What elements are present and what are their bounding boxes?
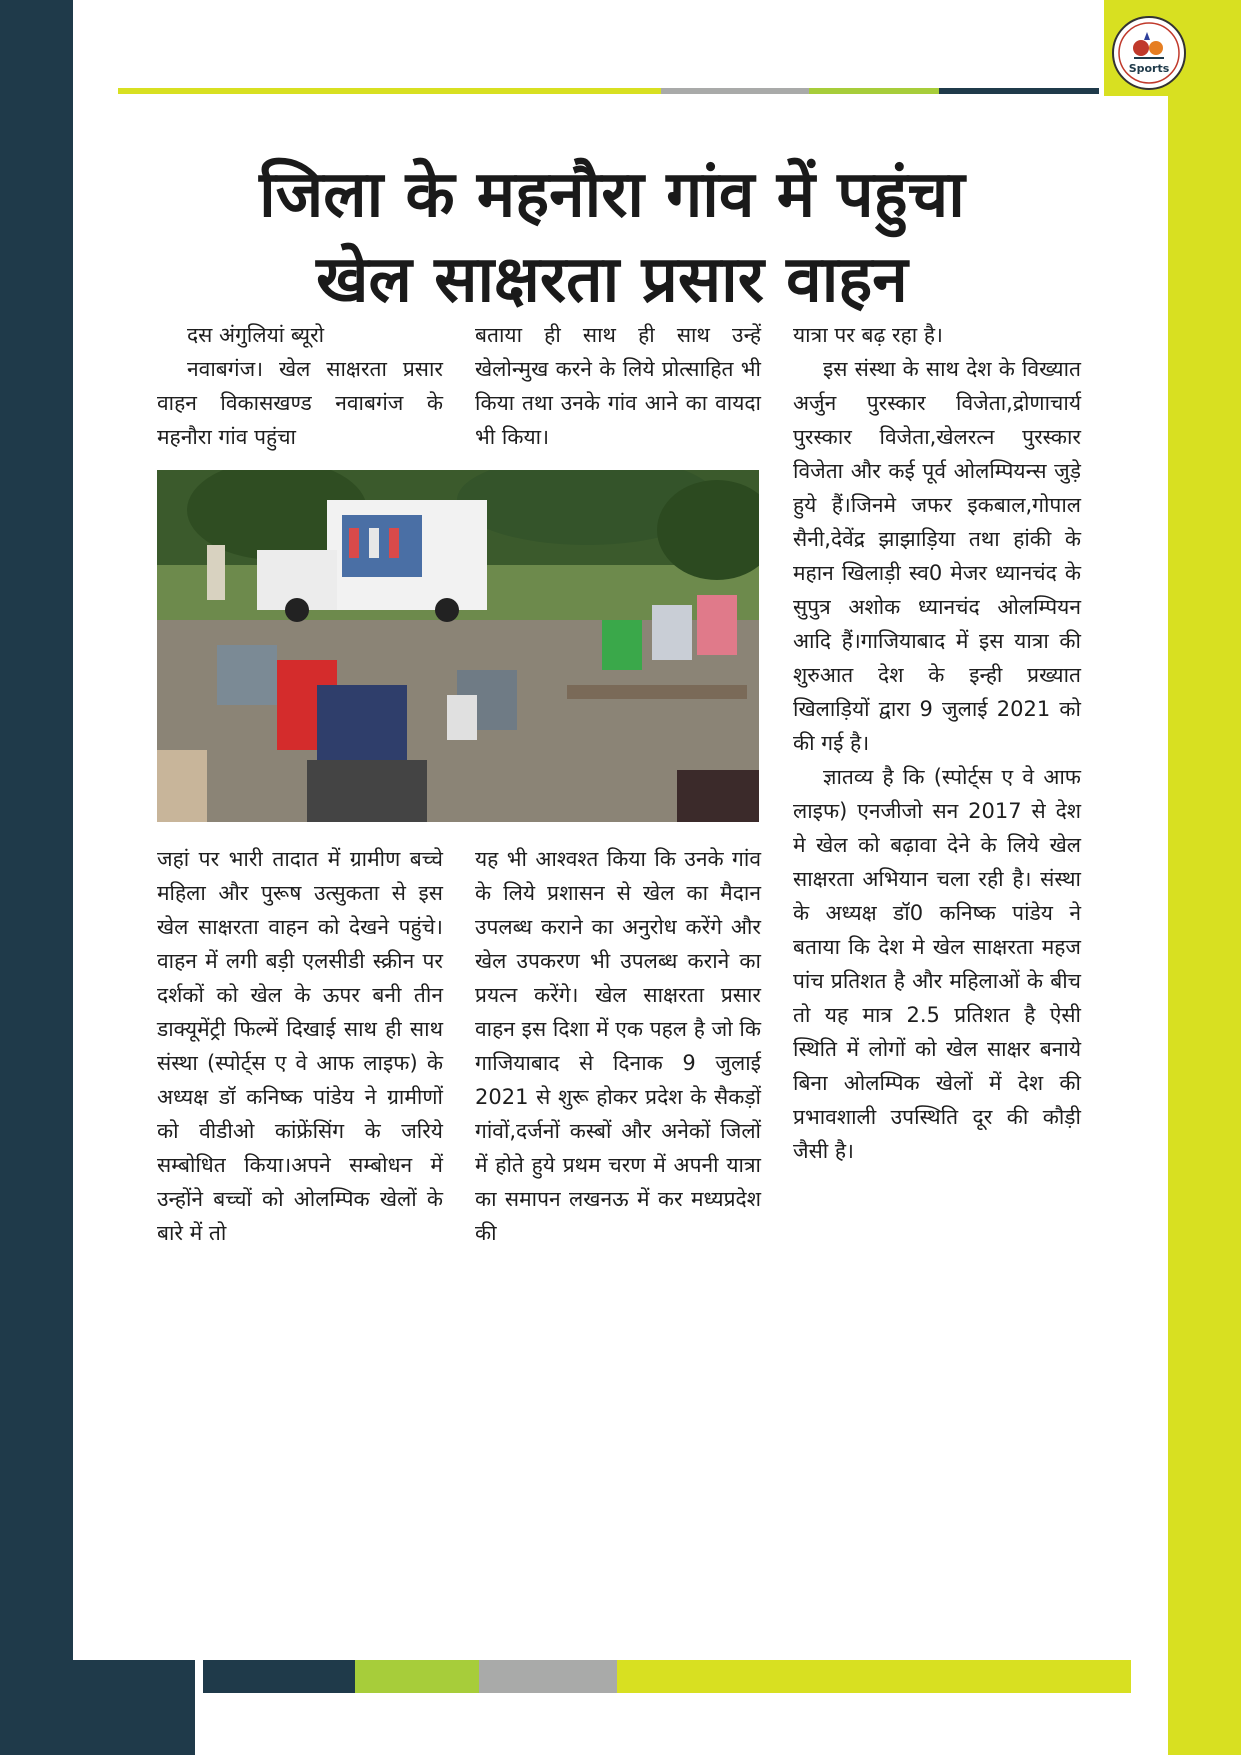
column-1-intro: नवाबगंज। खेल साक्षरता प्रसार वाहन विकासखण्ड नवाबगंज के महनौरा गांव पहुंचा bbox=[157, 357, 443, 449]
byline: दस अंगुलियां ब्यूरो bbox=[187, 323, 325, 347]
article-column-3 bbox=[793, 318, 1081, 1168]
top-strip-gray bbox=[661, 88, 809, 94]
article-column-1-top bbox=[157, 318, 443, 454]
column-3-paragraph-1: यात्रा पर बढ़ रहा है। bbox=[793, 323, 943, 347]
right-frame-bar bbox=[1168, 0, 1241, 1755]
article-column-2-bottom bbox=[475, 842, 761, 1250]
column-2-body: यह भी आश्वश्त किया कि उनके गांव के लिये प्रशासन से खेल का मैदान उपलब्ध कराने का अनुरोध करेंगे और खेल उपकरण भी उपलब्ध कराने का प्रयत्न करेंगे। खेल साक्षरता प्रसार वाहन इस दिशा में एक पहल है जो कि गाजियाबाद से दिनाक 9 जुलाई 2021 से शुरू होकर प्रदेश के सैकड़ों गांवों,दर्जनों कस्बों और अनेकों जिलों में होते हुये प्रथम चरण में अपनी यात्रा का समापन लखनऊ में कर मध्यप्रदेश की bbox=[475, 847, 761, 1245]
sports-logo-icon bbox=[1114, 18, 1184, 88]
top-strip-green bbox=[809, 88, 939, 94]
top-strip-lime bbox=[118, 88, 661, 94]
bottom-strip-green bbox=[355, 1660, 479, 1693]
column-1-body: जहां पर भारी तादात में ग्रामीण बच्चे महिला और पुरूष उत्सुकता से इस खेल साक्षरता वाहन को देखने पहुंचे। वाहन में लगी बड़ी एलसीडी स्क्रीन पर दर्शकों को खेल के ऊपर बनी तीन डाक्यूमेंट्री फिल्में दिखाई साथ ही साथ संस्था (स्पोर्ट्स ए वे आफ लाइफ) के अध्यक्ष डॉ कनिष्क पांडेय ने ग्रामीणों को वीडीओ कांफ्रेंसिंग के जरिये सम्बोधित किया।अपने सम्बोधन में उन्होंने बच्चों को ओलम्पिक खेलों के बारे में तो bbox=[157, 847, 443, 1245]
column-3-paragraph-2: इस संस्था के साथ देश के विख्यात अर्जुन पुरस्कार विजेता,द्रोणाचार्य पुरस्कार विजेता,खेलरत्न पुरस्कार विजेता और कई पूर्व ओलम्पियन्स जुड़े हुये हैं।जिनमे जफर इकबाल,गोपाल सैनी,देवेंद्र झाझाड़िया तथा हांकी के महान खिलाड़ी स्व0 मेजर ध्यानचंद के सुपुत्र अशोक ध्यानचंद ओलम्पियन आदि हैं।गाजियाबाद में इस यात्रा की शुरुआत देश के इन्ही प्रख्यात खिलाड़ियों द्वारा 9 जुलाई 2021 को की गई है। bbox=[793, 357, 1081, 755]
bottom-strip-navy bbox=[203, 1660, 355, 1693]
bottom-left-block bbox=[73, 1660, 195, 1755]
article-column-1-bottom bbox=[157, 842, 443, 1250]
logo-text: Sports bbox=[1128, 62, 1170, 75]
headline-line-1: जिला के महनौरा गांव में पहुंचा bbox=[259, 158, 965, 232]
headline-line-2: खेल साक्षरता प्रसार वाहन bbox=[316, 243, 908, 317]
column-3-paragraph-3: ज्ञातव्य है कि (स्पोर्ट्स ए वे आफ लाइफ) एनजीजो सन 2017 से देश मे खेल को बढ़ावा देने के लिये खेल साक्षरता अभियान चला रही है। संस्था के अध्यक्ष डॉ0 कनिष्क पांडेय ने बताया कि देश मे खेल साक्षरता महज पांच प्रतिशत है और महिलाओं के बीच तो यह मात्र 2.5 प्रतिशत है ऐसी स्थिति में लोगों को खेल साक्षर बनाये बिना ओलम्पिक खेलों में देश की प्रभावशाली उपस्थिति दूर की कौड़ी जैसी है। bbox=[793, 765, 1081, 1163]
left-frame-bar bbox=[0, 0, 73, 1755]
top-strip-navy bbox=[939, 88, 1099, 94]
article-photo bbox=[157, 470, 759, 822]
bottom-strip-lime bbox=[617, 1660, 1131, 1693]
bottom-strip-gray bbox=[479, 1660, 617, 1693]
column-2-intro: बताया ही साथ ही साथ उन्हें खेलोन्मुख करने के लिये प्रोत्साहित भी किया तथा उनके गांव आने का वायदा भी किया। bbox=[475, 323, 761, 449]
sports-logo bbox=[1112, 16, 1186, 90]
article-column-2-top bbox=[475, 318, 761, 454]
